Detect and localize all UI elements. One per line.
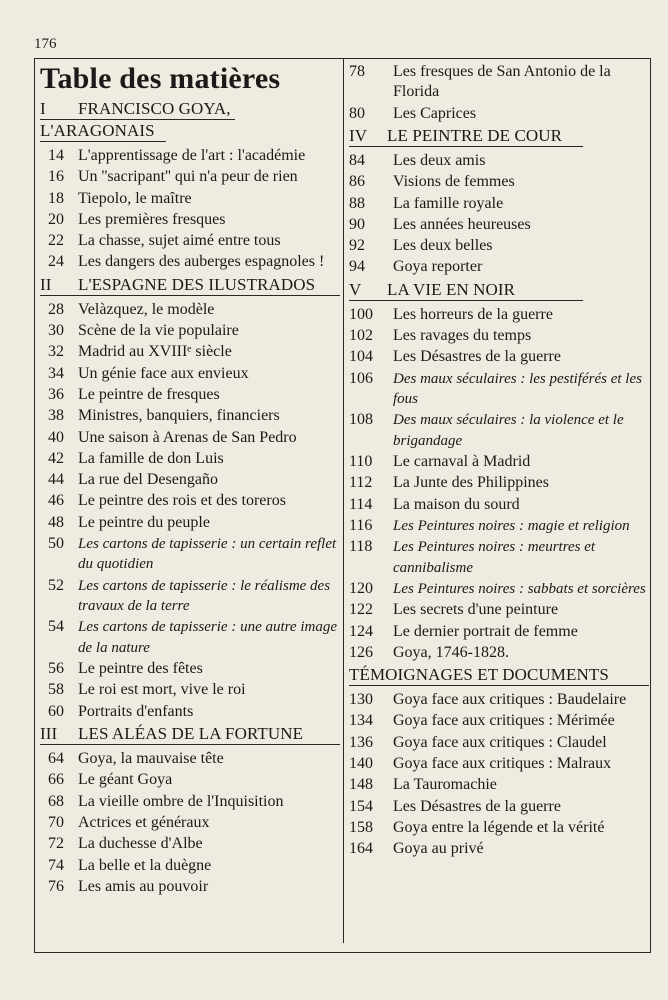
toc-entry — [349, 818, 649, 838]
entry-page: 66 — [48, 771, 64, 789]
toc-entry — [40, 513, 340, 533]
entry-title: Les Désastres de la guerre — [393, 797, 561, 815]
entry-page: 140 — [349, 755, 373, 773]
toc-entry — [40, 252, 340, 272]
entry-page: 18 — [48, 189, 64, 207]
entry-title: Portraits d'enfants — [78, 702, 194, 720]
toc-entry — [40, 385, 340, 405]
section-number: V — [349, 279, 362, 299]
entry-page: 158 — [349, 818, 373, 836]
entry-page: 36 — [48, 385, 64, 403]
entry-page: 112 — [349, 474, 373, 492]
toc-entry — [349, 797, 649, 817]
entry-page: 52 — [48, 576, 64, 594]
toc-entry — [40, 189, 340, 209]
entry-page: 74 — [48, 856, 64, 874]
entry-page: 102 — [349, 327, 373, 345]
toc-entry — [349, 347, 649, 367]
entry-title: Les cartons de tapisserie : un certain reflet du quotidien — [78, 536, 337, 573]
entry-page: 14 — [48, 147, 64, 164]
entry-page: 70 — [48, 813, 64, 831]
toc-entry — [349, 326, 649, 346]
toc-entry — [40, 834, 340, 854]
entry-title: Goya reporter — [393, 258, 483, 276]
section-heading — [40, 723, 340, 745]
entry-title: Goya entre la légende et la vérité — [393, 818, 605, 836]
entry-page: 46 — [48, 492, 64, 510]
entry-page: 114 — [349, 495, 373, 513]
entry-title: Le dernier portrait de femme — [393, 622, 578, 640]
entry-page: 164 — [349, 840, 373, 858]
entry-page: 104 — [349, 348, 373, 366]
toc-entry — [349, 215, 649, 235]
entry-title: Les Peintures noires : meurtres et cannibalisme — [393, 539, 596, 576]
entry-page: 116 — [349, 516, 373, 534]
toc-entry — [349, 194, 649, 214]
toc-entry — [40, 364, 340, 384]
toc-entry — [40, 534, 340, 575]
entry-title: Les ravages du temps — [393, 327, 532, 345]
entry-page: 44 — [48, 471, 64, 489]
continued-entries — [349, 62, 649, 124]
toc-entry — [40, 576, 340, 617]
entry-page: 136 — [349, 733, 373, 751]
entry-page: 110 — [349, 453, 373, 471]
entry-page: 84 — [349, 152, 365, 169]
section-title: LES ALÉAS DE LA FORTUNE — [78, 724, 304, 744]
toc-entry — [40, 749, 340, 769]
entry-page: 130 — [349, 691, 373, 709]
entry-title: Velàzquez, le modèle — [78, 300, 215, 318]
section-title: FRANCISCO GOYA, — [78, 99, 231, 118]
toc-entry — [349, 369, 649, 410]
entry-page: 64 — [48, 750, 64, 768]
entry-title: Les horreurs de la guerre — [393, 305, 553, 323]
entry-page: 154 — [349, 797, 373, 815]
toc-entry — [349, 733, 649, 753]
toc-entry — [40, 300, 340, 320]
toc-entry — [349, 622, 649, 642]
entry-title: La chasse, sujet aimé entre tous — [78, 232, 281, 250]
entry-title: Le peintre de fresques — [78, 385, 220, 403]
toc-entry — [349, 236, 649, 256]
toc-entry — [349, 495, 649, 515]
entry-page: 106 — [349, 369, 373, 387]
entry-page: 30 — [48, 322, 64, 340]
toc-section — [349, 664, 649, 859]
entry-title: La Junte des Philippines — [393, 474, 549, 492]
entry-title: Un génie face aux envieux — [78, 364, 249, 382]
section-heading — [349, 279, 583, 301]
entry-title: Le peintre des rois et des toreros — [78, 492, 286, 510]
entry-title: Goya face aux critiques : Claudel — [393, 733, 607, 751]
section-title: L'ESPAGNE DES ILUSTRADOS — [78, 274, 316, 294]
page-number: 176 — [34, 36, 57, 52]
entry-page: 88 — [349, 194, 365, 212]
toc-entry — [40, 210, 340, 230]
entry-page: 42 — [48, 449, 64, 467]
entry-page: 68 — [48, 792, 64, 810]
section-heading — [349, 664, 649, 686]
toc-entry — [40, 321, 340, 341]
toc-entry — [40, 167, 340, 187]
entry-page: 60 — [48, 702, 64, 720]
entry-title: La Tauromachie — [393, 776, 497, 794]
entry-title: Goya face aux critiques : Baudelaire — [393, 691, 627, 709]
toc-entry — [40, 470, 340, 490]
right-column — [349, 62, 649, 861]
toc-entry — [40, 770, 340, 790]
entry-title: Les Désastres de la guerre — [393, 348, 561, 366]
entry-title: Les premières fresques — [78, 210, 226, 228]
entry-title: Goya face aux critiques : Mérimée — [393, 712, 615, 730]
entry-title: La vieille ombre de l'Inquisition — [78, 792, 284, 810]
entry-title: Les deux amis — [393, 152, 486, 169]
left-sections — [40, 98, 340, 897]
column-divider — [343, 58, 344, 943]
toc-entry — [40, 659, 340, 679]
entry-title: Ministres, banquiers, financiers — [78, 407, 280, 425]
entry-title: Les amis au pouvoir — [78, 877, 209, 895]
entry-page: 100 — [349, 305, 373, 323]
entry-page: 54 — [48, 618, 64, 636]
toc-entry — [349, 452, 649, 472]
entry-page: 90 — [349, 215, 365, 233]
entry-page: 58 — [48, 681, 64, 699]
toc-section — [40, 98, 340, 273]
section-title-line2: L'ARAGONAIS — [40, 120, 166, 142]
entry-title: Une saison à Arenas de San Pedro — [78, 428, 297, 446]
entry-page: 28 — [48, 300, 64, 318]
entry-page: 126 — [349, 643, 373, 661]
toc-entry — [40, 680, 340, 700]
entry-title: Les dangers des auberges espagnoles ! — [78, 253, 325, 271]
entry-page: 108 — [349, 411, 373, 429]
entry-title: Goya au privé — [393, 840, 484, 858]
entry-page: 50 — [48, 535, 64, 553]
entry-title: Les Peintures noires : sabbats et sorcières — [393, 580, 646, 597]
entry-title: Des maux séculaires : les pestiférés et les fous — [393, 370, 642, 408]
section-number: II — [40, 274, 52, 294]
toc-entry — [349, 410, 649, 451]
entry-page: 120 — [349, 579, 373, 597]
toc-entry — [40, 491, 340, 511]
entry-title: Le roi est mort, vive le roi — [78, 681, 246, 699]
entry-page: 148 — [349, 776, 373, 794]
toc-entry — [40, 877, 340, 897]
section-heading — [349, 125, 583, 147]
toc-entry — [40, 449, 340, 469]
entry-page: 48 — [48, 513, 64, 531]
entry-title: Les années heureuses — [393, 215, 531, 233]
entry-page: 38 — [48, 407, 64, 425]
entry-page: 24 — [48, 253, 64, 271]
section-title: TÉMOIGNAGES ET DOCUMENTS — [349, 665, 609, 685]
entry-page: 78 — [349, 63, 365, 80]
toc-entry — [349, 600, 649, 620]
section-title: LA VIE EN NOIR — [387, 279, 516, 299]
entry-page: 122 — [349, 601, 373, 619]
section-number: IV — [349, 126, 368, 145]
entry-title: Les Peintures noires : magie et religion — [393, 517, 630, 534]
toc-entry — [40, 617, 340, 658]
entry-title: Goya, 1746-1828. — [393, 643, 509, 661]
toc-section — [349, 279, 649, 663]
toc-entry — [349, 473, 649, 493]
toc-entry — [349, 839, 649, 859]
entry-title: Le peintre des fêtes — [78, 660, 203, 678]
entry-title: La maison du sourd — [393, 495, 520, 513]
toc-entry — [349, 711, 649, 731]
toc-entry — [40, 146, 340, 166]
toc-entry — [40, 792, 340, 812]
toc-entry — [40, 702, 340, 722]
entry-title: Les cartons de tapisserie : une autre image de la nature — [78, 619, 337, 656]
toc-section — [40, 274, 340, 722]
entry-page: 20 — [48, 210, 64, 228]
entry-title: La duchesse d'Albe — [78, 835, 203, 853]
section-title: LE PEINTRE DE COUR — [387, 126, 563, 145]
toc-entry — [40, 813, 340, 833]
entry-page: 124 — [349, 622, 373, 640]
entry-title: Un ''sacripant'' qui n'a peur de rien — [78, 168, 298, 186]
entry-page: 80 — [349, 104, 365, 122]
entry-title: Actrices et généraux — [78, 813, 210, 831]
entry-page: 16 — [48, 168, 64, 186]
entry-title: Scène de la vie populaire — [78, 322, 239, 340]
entry-title: Des maux séculaires : la violence et le brigandage — [393, 412, 624, 449]
entry-title: Goya, la mauvaise tête — [78, 750, 224, 768]
section-number: III — [40, 724, 58, 744]
entry-page: 40 — [48, 428, 64, 446]
entry-title: Tiepolo, le maître — [78, 189, 192, 207]
entry-title: Goya face aux critiques : Malraux — [393, 755, 612, 773]
page-title: Table des matières — [40, 62, 281, 95]
entry-page: 34 — [48, 364, 64, 382]
toc-entry — [40, 406, 340, 426]
entry-title: Madrid au XVIIIᵉ siècle — [78, 343, 232, 361]
entry-page: 92 — [349, 237, 365, 255]
entry-title: Les deux belles — [393, 237, 493, 255]
entry-title: Le géant Goya — [78, 771, 173, 789]
entry-page: 32 — [48, 343, 64, 361]
section-heading — [40, 274, 340, 296]
entry-page: 134 — [349, 712, 373, 730]
toc-entry — [349, 104, 649, 124]
toc-entry — [349, 62, 649, 103]
entry-title: Les fresques de San Antonio de la Florida — [393, 63, 611, 101]
entry-title: La famille de don Luis — [78, 449, 224, 467]
entry-title: La rue del Desengaño — [78, 471, 218, 489]
entry-title: La famille royale — [393, 194, 504, 212]
entry-title: Visions de femmes — [393, 173, 515, 191]
toc-entry — [349, 579, 649, 599]
toc-entry — [40, 231, 340, 251]
toc-entry — [349, 257, 649, 277]
entry-title: Le carnaval à Madrid — [393, 453, 531, 471]
toc-entry — [349, 754, 649, 774]
toc-entry — [349, 775, 649, 795]
entry-title: Les cartons de tapisserie : le réalisme des travaux de la terre — [78, 577, 331, 615]
toc-entry — [349, 690, 649, 710]
toc-entry — [40, 428, 340, 448]
toc-entry — [349, 643, 649, 663]
entry-title: Les secrets d'une peinture — [393, 601, 559, 619]
entry-page: 118 — [349, 538, 373, 556]
entry-title: La belle et la duègne — [78, 856, 212, 874]
entry-page: 56 — [48, 660, 64, 678]
entry-page: 22 — [48, 232, 64, 250]
entry-page: 76 — [48, 877, 64, 895]
toc-entry — [349, 151, 649, 171]
entry-page: 94 — [349, 258, 365, 276]
toc-section — [349, 125, 649, 278]
toc-entry — [349, 537, 649, 578]
left-column — [40, 62, 340, 898]
section-heading — [40, 98, 235, 120]
entry-page: 86 — [349, 173, 365, 191]
entry-title: Le peintre du peuple — [78, 513, 210, 531]
toc-entry — [40, 342, 340, 362]
entry-title: L'apprentissage de l'art : l'académie — [78, 147, 306, 164]
right-sections — [349, 125, 649, 860]
toc-entry — [349, 516, 649, 536]
toc-entry — [40, 856, 340, 876]
entry-page: 72 — [48, 835, 64, 853]
toc-section — [40, 723, 340, 897]
entry-title: Les Caprices — [393, 104, 477, 122]
toc-entry — [349, 172, 649, 192]
toc-entry — [349, 305, 649, 325]
section-number: I — [40, 99, 46, 118]
